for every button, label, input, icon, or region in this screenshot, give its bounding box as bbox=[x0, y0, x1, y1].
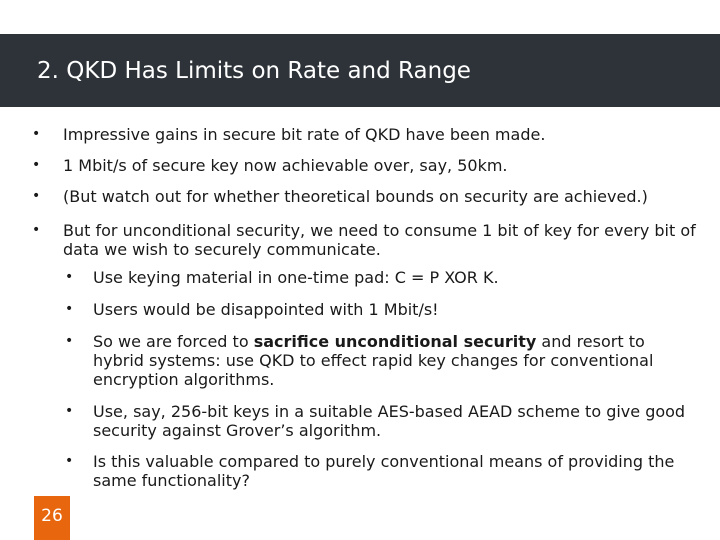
sub-bullet-text: Use, say, 256-bit keys in a suitable AES-based AEAD scheme to give good security against Grover’s algorithm. bbox=[93, 402, 686, 440]
bullet-marker: • bbox=[32, 126, 41, 142]
sub-bullet-item bbox=[65, 268, 693, 287]
bullet-marker: • bbox=[65, 269, 74, 285]
bullet-marker: • bbox=[32, 188, 41, 204]
bullet-text: 1 Mbit/s of secure key now achievable over, say, 50km. bbox=[63, 156, 508, 175]
sub-bullet-emphasis: sacrifice unconditional security bbox=[253, 332, 537, 351]
sub-bullet-text: Users would be disappointed with 1 Mbit/s! bbox=[93, 300, 439, 319]
sub-bullet-item bbox=[65, 300, 693, 319]
bullet-marker: • bbox=[65, 403, 74, 419]
bullet-marker: • bbox=[65, 301, 74, 317]
sub-bullet-text-after: and resort to hybrid systems: use QKD to effect rapid key changes for conventional encryption algorithms. bbox=[93, 332, 654, 389]
bullet-marker: • bbox=[32, 222, 41, 238]
bullet-item bbox=[32, 156, 703, 175]
bullet-text: But for unconditional security, we need to consume 1 bit of key for every bit of data we wish to securely communicate. bbox=[63, 221, 696, 259]
bullet-marker: • bbox=[32, 157, 41, 173]
sub-bullet-text-before: So we are forced to bbox=[93, 332, 254, 351]
bullet-marker: • bbox=[65, 453, 74, 469]
bullet-text: (But watch out for whether theoretical bounds on security are achieved.) bbox=[63, 187, 648, 206]
sub-bullet-item bbox=[65, 332, 693, 389]
sub-bullet-item bbox=[65, 452, 693, 490]
bullet-text: Impressive gains in secure bit rate of QKD have been made. bbox=[63, 125, 546, 144]
sub-bullet-text: Use keying material in one-time pad: C = P XOR K. bbox=[93, 268, 499, 287]
page-number: 26 bbox=[34, 496, 70, 540]
slide-title: 2. QKD Has Limits on Rate and Range bbox=[37, 58, 471, 84]
bullet-marker: • bbox=[65, 333, 74, 349]
bullet-item bbox=[32, 125, 703, 144]
bullet-item bbox=[32, 187, 703, 206]
sub-bullet-item bbox=[65, 402, 693, 440]
sub-bullet-text: Is this valuable compared to purely conventional means of providing the same functionality? bbox=[93, 452, 675, 490]
bullet-item bbox=[32, 221, 703, 259]
